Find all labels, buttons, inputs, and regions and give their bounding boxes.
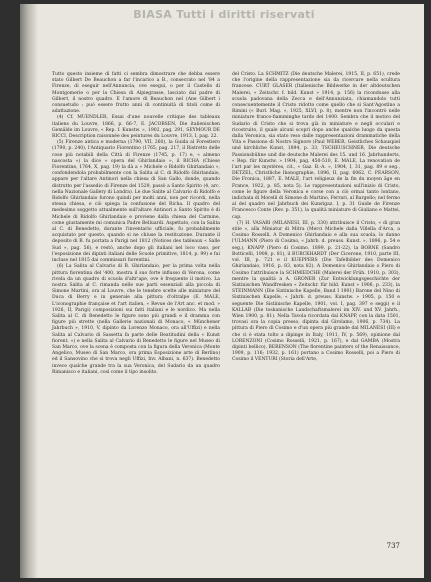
left-footnote-6: (6) La Salita al Calvario di B. Ghirlandaio, per la prima volta nella pittura fiorentina del '400, mostra il suo forte influsso di Verona, come rivela da un quadro di scuola d'altr'ape, ove è frequente il motivo. La nostra Salita al C. rimanda nelle sue parti essenziali alla piccola di Simone Martini, ora al Louvre, che le tenebre scelte alle miniature del Duca di Berry e in generale alla pittura d'oltralpe (E. MALE, L'iconographie française et l'art italien, « Revue de l'Art anc. et mod. » 1926, II, Parigi) composizioni sui fatti italiani e le nordico. Ma nella Salita al C. di Benedetto le figure sono più grandi e il dramma con figure più strette (nella Gallerie nazionali di Monaco, « Münchener Jahrbuch », 1910, V, dipinto da Lorenzo Monaco, ora all'Uffizi) e nella Salita al Calvario di Sassetta fa parte delle Beatitudini della « Kunst fiorent. ») e nella Salita al Calvario di Benedetto le figure nel Museo di San Marco, ove la scena è composta con la figura della Veronica (Monte Angelico, Museo di San Marco, ora prima Esposizione arte di Berlino) ed il Sansovino che si trova negli Uffizi, Inv. Albani, n. 637). Benedetto invece qualche grande tra la sua Veronica, del Sudario da un quadro Rimanisco e italiani, così come il tipo insolito. [52,264,220,375]
scanned-page [20,4,424,578]
left-footnote-5: (5) Firenze antica e moderna (1790, VII, 260), la Guida al Forestiero (1790, p. 240), l'Antiquario Fiorentino (1765, pag. 217, il Ristretto delle cose più notabili della Città di Firenze (1745, p. 17) e, « almeno nascosta ») la dice « opera del Ghirlandaio », il RICHA (Chiese Fiorentine, 1764, X, pag. 19) la dà a « Michele o Ridolfo Ghirlandaio », confondendola probabilmente con la Salita al C. di Ridolfo Ghirlandaio, appare per l'altare Antinori nella chiesa di San Gallo, donde, quando distrutto per l'assedio di Firenze del 1529, passò a Santo Spirito (4, arc. nella Nazionale Gallery di Londra). Le due Salite al Calvario di Ridolfo e Ridolfo Ghirlandaio furono quindi per molti anni, non per ricordi, nella stessa chiesa, e ciò spiega la confusione del Richa. Il quadro del medesimo soggetto attualmente sull'altare Antinori a Santo Spirito è di Michele di Ridolfo Ghirlandaio e proviene dalla chiesa del Carmine, come giustamente mi comunica Padre Belluardi. Aspettato, con la Salita al C. di Benedetto, durante l'inventario ufficiale, fu probabilmente acquistato per questo, quando si ne chiuse la restituzione. Durante il deposito di B. fu portata a Parigi nel 1812 (Notices des tableaux « Salle Sud », pag. 56), e restò, anche dopo gli italiani nel loco vaso, per l'esposizione dei dipinti italiani delle Scuole primitive, 1814, p. 99) e fui incluso nel 1815 dai commissari fiorentini. [52,140,220,264]
right-column [232,72,400,364]
right-footnote-7: (7) H. VASARI (MILANESI, III, p. 330) attribuisce il Cristo, « di gran stile », alla Miniatur di Mitra (Merci Michele dalla Villella d'Arca, a Cosimo Rosselli. A Domenico Ghirlandaio e alla sua scuola, lo danno l'ULMANN (Piero di Cosimo, « Jahrb. d. preuss. Kunst. », 1896, p. 54 e seg.), KNAPP (Piero di Cosimo, 1899, p. 21-22), la BORNE (Sandro Botticelli, 1908, p. 81), il BURCKHARDT (Der Cicerone, 1910, parte III, vol. III, p. 721 e il KUEPPERS (Die Tafelbilder des Domenico Ghirlandaio, 1916, p. 83, nota 82). A Domenico Ghirlandaio o Piero di Cosimo l'attribuisce la SCHMIEDCHE (Malerei der Früh. 1910, p. 303), mentre la qualità a A. GRONER (Zur Entwicklungsgeschichte der Sixtinischen Wandfresken « Zeitschr. für bild. Kunst » 1906, p. 233), la STEINMANN (Die Sixtinische Kapelle, Band I 1901) Barone del Nino di Sixtinischen Kapelle, « Jahrb. d. preuss. Kunstw. » 1905, p. 150 e seguente Die Sistinische Kapelle, 1901, vol. I, pag. 397 e seggi) e il KALLAB (Die toskanische Landschaftsmalerei im XIV. und XV. Jahrh., Wien 1900, p. 81). Nella Tavola ricordata dal KNAPP, con la data 1501, trovasi ora la copia presso, dipinta dal Girolamo, 1906, p. 734). La pittura di Piero di Cosimo e d'un opera più grande dal MILANESI (III) e che ci è stata tolto a dipinge in Italy, 1911, IV, p. 569), opinione dal LORENZONI (Cosimo Rosselli, 1921, p. 167), e dal GAMBA (Mostra dipinti bellico), BERENSON (The florentine painters of the Renaissance, 1909, p. 116; 1932, p. 161) portano a Cosimo Rosselli, poi a Piero di Cosimo il VENTURI (Storia dell'Arte, [232,220,400,363]
right-paragraph: del Cristo. La SCHMITZ (Die deutsche Malerei, 1915, II, p. 651), crede che l'origine della rappresentazione sia da ricercare nella scultura francese. CURT GLASER (Italienische Bildwerke in der altdeutschen Malerei, « Zeitschr. f. bild. Kunst » 1914, p. 156) la ricondusse alla scuola padovana della Zecca e dell'Annunziata, chiamandolo tutti consecuentemente il Cristo ridotto come quello che sì Sant'Agostino a Rimini (« Burl. Mag. », 1925, XLVI, p. 8), mentre non l'incontrò nelle miniature franco-fiamminghe tardo del 1400. Sembra che il motivo del Sudario di Cristo che si trova già in miniature e negli occulari e ricostruito, il quale alcuni scoprì dopo anche qualche luogo da questa dalla Veronica, sia stato reso dalle rappresentazioni drammatiche della Vita e Passione di Nostro Signore (Paul WEBER, Geistliches Schauspiel und kirchliche Kunst, 1894, p. 33, TSCHEUSCHNER, Die deutsche Passionsbühne und die deutsche Malerei des 15. und 16. Jahrhunderts, « Rep. für Kunstw. » 1904, pag. 450-510, E. MALE, La renovation de l'art par les mystères, cit., « Gaz. B.-A. », 1904, I, 31, pag. 89 e seg., DETZEL, Christliche Ikonographie, 1896, II, pag. 6062, C. PEARSON, Die Fronica, 1887, E. MALE, l'art religieux de la fin du moyen âge en France, 1922, p. 85, nota 5). Le rappresentazioni sull'inizio di Cristo, come le figure della Veronica e corse con a ciò ormai tanto lontano, indichata di Morelli di Simone di Martino, Ferrari, al Bargello; nel fermo al del quadro nel Jahrbuch dei Kunstgaz. I, p. 31 Guide de Firenze Francesco Conte (Rev. p. 351), la qualità miniature di Giuliano e Mattei, cap. [232,72,400,220]
left-paragraph: Tutto questo insieme di fatti ci sembra dimostrare che debba essere stato Gilbert De Beauchon a far l'incarico a B., consecrato nel '84 a Firenze, di eseguir nell'Annuncia, ove eseguì, o per il Castello di Montgomerie o per la Chiesa di Alpiegrasse, lasciato dal padre di Gilbert, il nostro quadro. E l'amore di Beauchon nel (Ane Gilbert i consuetudo : può essere frutto anni di continuità di titoli come di adattazione. [52,72,220,115]
left-footnote-4: (4) Cf. MUENDLER, Essai d'une nouvelle critique des tableaux italiens du Louvre, 1866, p. 66-7, E. JACOBSEN, Die italienischen Gemälde im Louvre, « Rep. f. Kunstw. », 1902, pag. 291, SEYMOUR DE RICCI, Description raisonnée des peintures du Louvre, 1913, I, pag. 22. [52,115,220,140]
page-number: 737 [386,542,400,550]
left-column [52,72,220,376]
watermark: BIASA Tutti i diritti riservati [133,8,315,21]
page-binding-shadow [20,4,38,578]
